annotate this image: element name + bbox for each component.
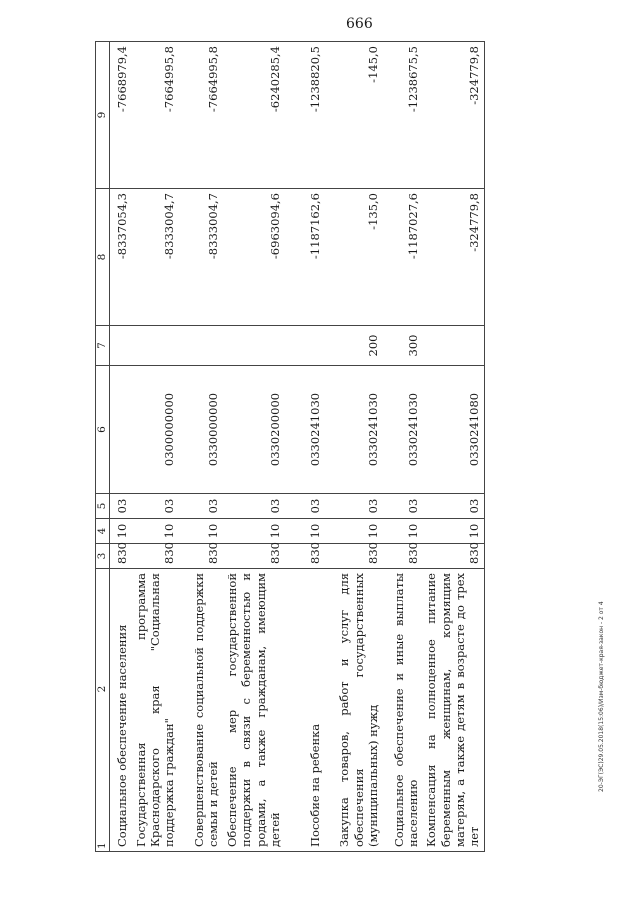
cell-podrazdel: 03	[422, 494, 484, 519]
cell-razdel: 10	[382, 519, 422, 544]
cell-podrazdel: 03	[382, 494, 422, 519]
budget-table	[95, 41, 485, 852]
cell-vedomstvo: 830	[284, 544, 324, 569]
col-header-8: 8	[96, 189, 110, 326]
cell-csr: 0330241080	[422, 366, 484, 494]
cell-vr	[110, 326, 132, 366]
cell-sum1: -8337054,3	[110, 189, 132, 326]
cell-csr: 0330241030	[324, 366, 382, 494]
cell-sum1: -324779,8	[422, 189, 484, 326]
cell-vedomstvo: 830	[110, 544, 132, 569]
cell-vr	[132, 326, 179, 366]
cell-csr: 0330241030	[382, 366, 422, 494]
cell-name: Закупка товаров, работ и услуг для обеспечения государственных (муниципальных) нужд	[324, 569, 382, 852]
cell-vr	[284, 326, 324, 366]
cell-vedomstvo: 830	[422, 544, 484, 569]
cell-csr: 0330000000	[179, 366, 223, 494]
cell-vr	[179, 326, 223, 366]
cell-csr: 0330200000	[223, 366, 285, 494]
cell-csr: 0330241030	[284, 366, 324, 494]
cell-podrazdel: 03	[132, 494, 179, 519]
col-header-4: 4	[96, 519, 110, 544]
cell-podrazdel: 03	[284, 494, 324, 519]
cell-sum1: -1187027,6	[382, 189, 422, 326]
cell-vedomstvo: 830	[223, 544, 285, 569]
cell-vr: 300	[382, 326, 422, 366]
cell-razdel: 10	[324, 519, 382, 544]
col-header-7: 7	[96, 326, 110, 366]
footer-note: 20-ЭГ(ЭС)29.05.2018(15:06)/Изм-бюджет-края-закон - 2 от 4	[598, 601, 605, 792]
cell-name: Социальное обеспечение населения	[110, 569, 132, 852]
cell-sum1: -1187162,6	[284, 189, 324, 326]
cell-razdel: 10	[422, 519, 484, 544]
column-header-row	[96, 42, 110, 852]
cell-sum2: -6240285,4	[223, 42, 285, 189]
cell-sum2: -7668979,4	[110, 42, 132, 189]
cell-vr: 200	[324, 326, 382, 366]
cell-podrazdel: 03	[223, 494, 285, 519]
cell-sum2: -324779,8	[422, 42, 484, 189]
cell-name: Государственная программа Краснодарского края "Социальная поддержка граждан"	[132, 569, 179, 852]
cell-name: Социальное обеспечение и иные выплаты населению	[382, 569, 422, 852]
cell-vedomstvo: 830	[382, 544, 422, 569]
table-row	[110, 42, 132, 852]
cell-name: Компенсация на полноценное питание беременным женщинам, кормящим матерям, а также детям в возрасте до трех лет	[422, 569, 484, 852]
table-row	[132, 42, 179, 852]
table-row	[284, 42, 324, 852]
cell-vr	[422, 326, 484, 366]
cell-razdel: 10	[132, 519, 179, 544]
cell-name: Совершенствование социальной поддержки семьи и детей	[179, 569, 223, 852]
cell-sum2: -7664995,8	[132, 42, 179, 189]
table-row	[422, 42, 484, 852]
cell-vedomstvo: 830	[132, 544, 179, 569]
cell-sum2: -7664995,8	[179, 42, 223, 189]
cell-sum2: -1238820,5	[284, 42, 324, 189]
cell-sum2: -1238675,5	[382, 42, 422, 189]
cell-name: Пособие на ребенка	[284, 569, 324, 852]
table-row	[223, 42, 285, 852]
cell-razdel: 10	[284, 519, 324, 544]
cell-razdel: 10	[223, 519, 285, 544]
cell-razdel: 10	[110, 519, 132, 544]
cell-sum1: -6963094,6	[223, 189, 285, 326]
col-header-5: 5	[96, 494, 110, 519]
table-row	[382, 42, 422, 852]
cell-csr: 0300000000	[132, 366, 179, 494]
cell-razdel: 10	[179, 519, 223, 544]
table-row	[324, 42, 382, 852]
page-number: 666	[346, 16, 373, 32]
col-header-1-2: 12	[96, 569, 110, 852]
cell-name: Обеспечение мер государственной поддержки в связи с беременностью и родами, а также гражданам, имеющим детей	[223, 569, 285, 852]
col-header-6: 6	[96, 366, 110, 494]
col-header-9: 9	[96, 42, 110, 189]
cell-vedomstvo: 830	[179, 544, 223, 569]
cell-sum2: -145,0	[324, 42, 382, 189]
cell-podrazdel: 03	[179, 494, 223, 519]
cell-sum1: -135,0	[324, 189, 382, 326]
table-body	[110, 42, 485, 852]
cell-csr	[110, 366, 132, 494]
rotated-table-container	[95, 42, 615, 852]
cell-vr	[223, 326, 285, 366]
cell-vedomstvo: 830	[324, 544, 382, 569]
cell-podrazdel: 03	[324, 494, 382, 519]
table-row	[179, 42, 223, 852]
cell-sum1: -8333004,7	[179, 189, 223, 326]
cell-podrazdel: 03	[110, 494, 132, 519]
cell-sum1: -8333004,7	[132, 189, 179, 326]
col-header-3: 3	[96, 544, 110, 569]
